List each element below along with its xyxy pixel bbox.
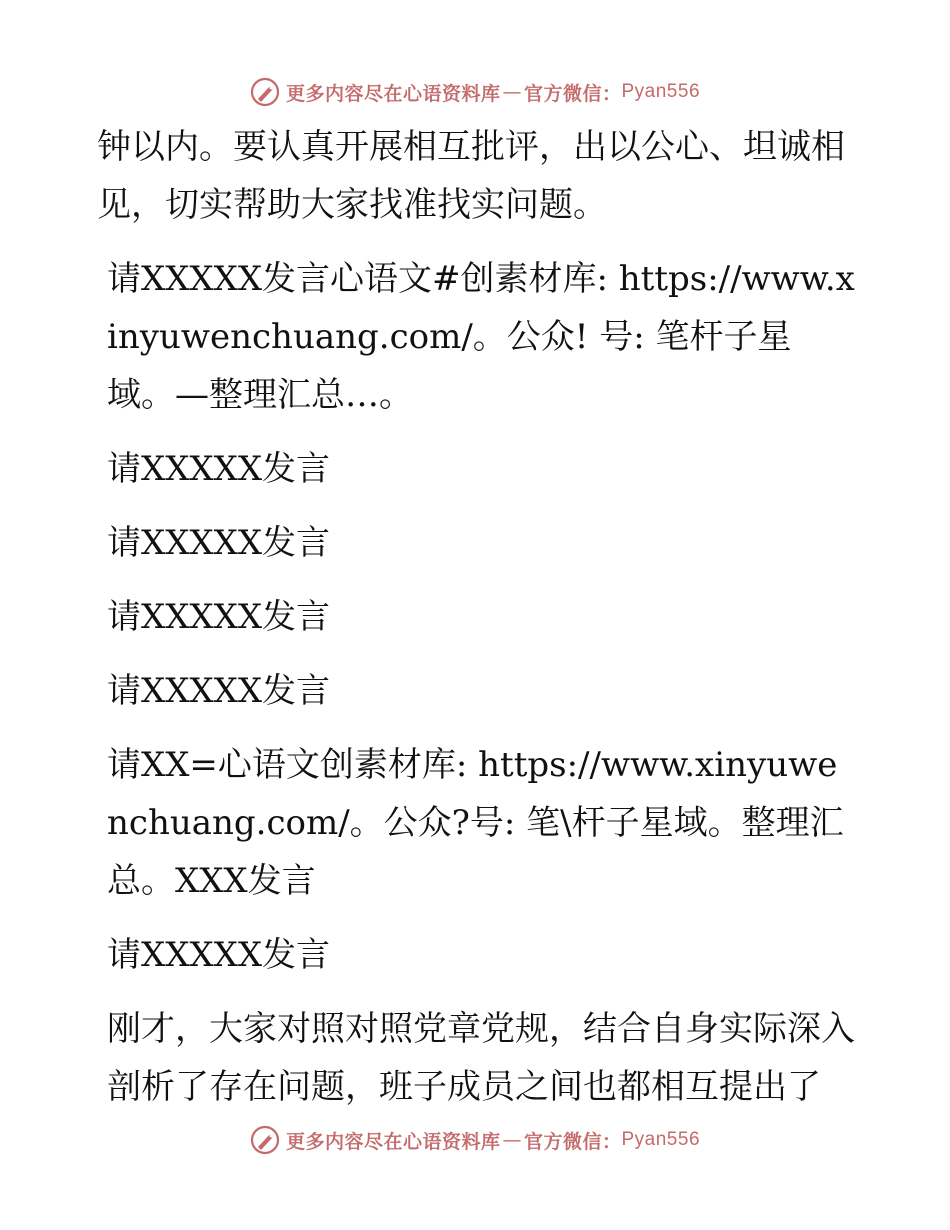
watermark-separator: —	[502, 1129, 522, 1151]
pen-logo-icon	[250, 77, 280, 107]
watermark-separator: —	[502, 81, 522, 103]
paragraph: 请XXXXX发言	[107, 597, 331, 637]
paragraph: 钟以内。要认真开展相互批评，出以公心、坦诚相见，切实帮助大家找准找实问题。	[97, 127, 845, 225]
document-body	[97, 118, 857, 1132]
paragraph: 请XXXXX发言心语文#创素材库: https://www.xinyuwenchuang.com/。公众! 号: 笔杆子星域。—整理汇总…。	[107, 259, 855, 415]
wechat-id: Pyan556	[621, 81, 701, 102]
paragraph: 请XXXXX发言	[107, 523, 331, 563]
wechat-id: Pyan556	[621, 1129, 701, 1150]
paragraph: 请XXXXX发言	[107, 449, 331, 489]
pen-logo-icon	[250, 1125, 280, 1155]
watermark-label: 更多内容尽在心语资料库	[285, 1130, 501, 1153]
watermark-label: 更多内容尽在心语资料库	[285, 82, 501, 105]
paragraph: 请XX=心语文创素材库: https://www.xinyuwenchuang.com/。公众?号: 笔\杆子星域。整理汇总。XXX发言	[107, 745, 844, 901]
header-watermark	[0, 72, 950, 112]
paragraph: 刚才，大家对照对照党章党规，结合自身实际深入剖析了存在问题，班子成员之间也都相互提出了	[107, 1009, 855, 1107]
wechat-label: 官方微信：	[523, 82, 622, 105]
paragraph: 请XXXXX发言	[107, 935, 331, 975]
paragraph: 请XXXXX发言	[107, 671, 331, 711]
footer-watermark	[0, 1120, 950, 1160]
wechat-label: 官方微信：	[523, 1130, 622, 1153]
